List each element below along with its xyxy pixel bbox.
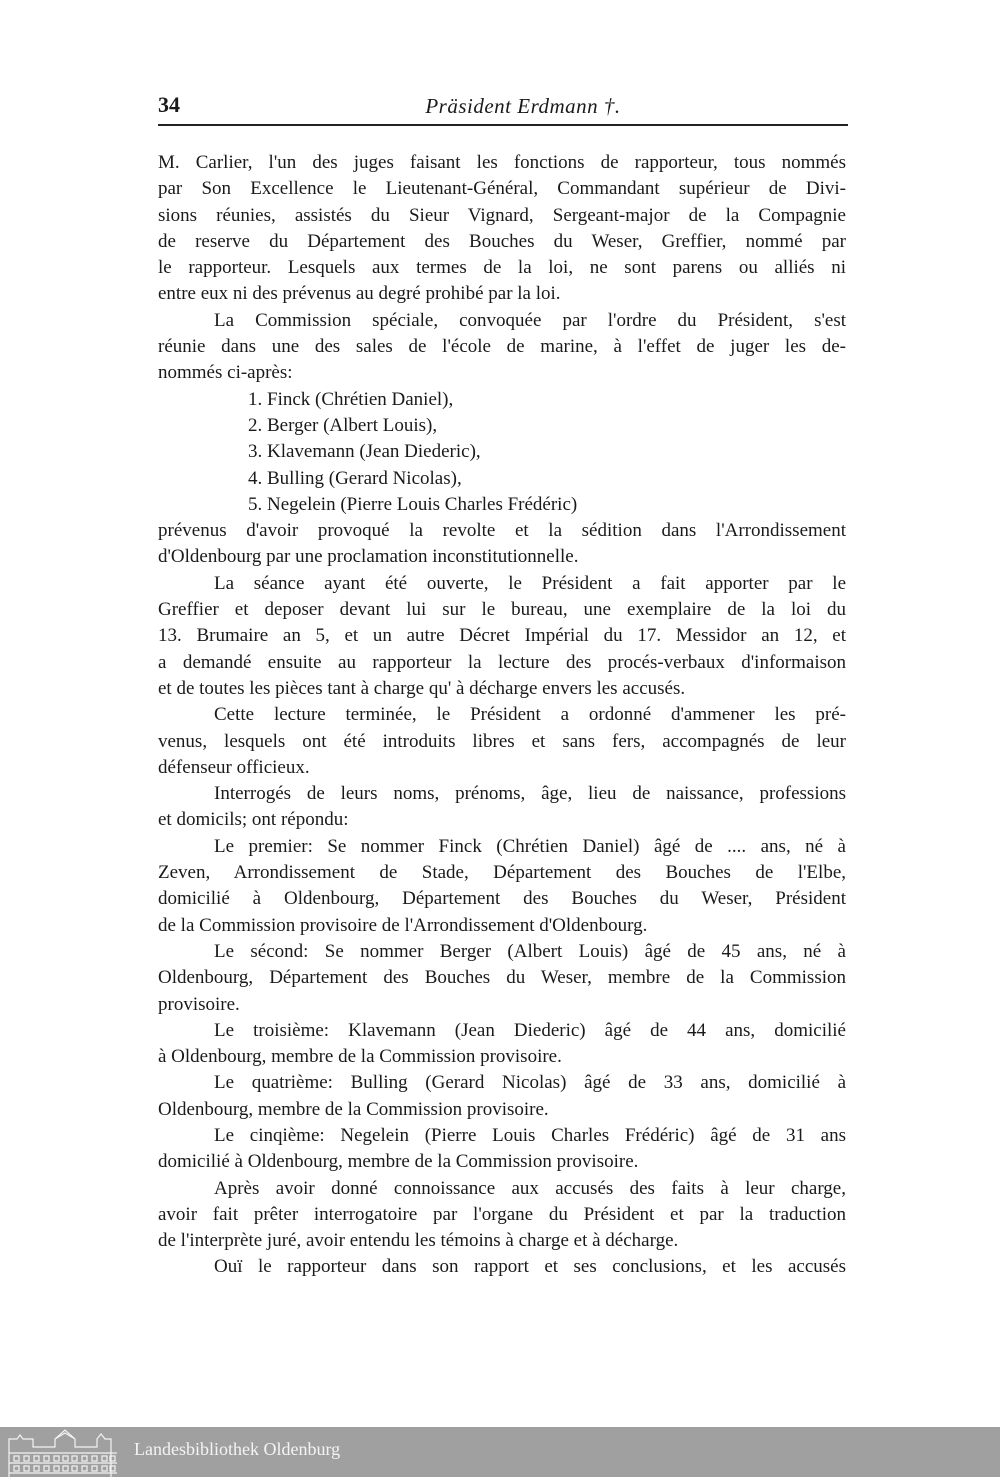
library-name: Landesbibliothek Oldenburg [134,1439,341,1459]
text-line: de l'interprète juré, avoir entendu les témoins à charge et à décharge. [158,1230,679,1252]
text-line: domicilié à Oldenbourg, Département des Bouches du Weser, Président [158,888,846,910]
text-line: le rapporteur. Lesquels aux termes de la loi, ne sont parens ou alliés ni [158,257,846,279]
text-line: Le sécond: Se nommer Berger (Albert Louis) âgé de 45 ans, né à [214,940,846,962]
text-line: Interrogés de leurs noms, prénoms, âge, lieu de naissance, professions [214,783,846,805]
text-line: M. Carlier, l'un des juges faisant les fonctions de rapporteur, tous nommés [158,152,846,173]
accused-list-item: 2. Berger (Albert Louis), [248,414,438,436]
accused-list-item: 1. Finck (Chrétien Daniel), [248,388,454,410]
text-line: sions réunies, assistés du Sieur Vignard, Sergeant-major de la Compagnie [158,204,846,226]
text-line: Le premier: Se nommer Finck (Chrétien Daniel) âgé de .... ans, né à [214,835,846,857]
text-line: La séance ayant été ouverte, le Président a fait apporter par le [214,572,846,594]
page-header [158,92,848,122]
library-building-icon [6,1429,122,1477]
text-line: Le troisième: Klavemann (Jean Diederic) âgé de 44 ans, domicilié [214,1019,846,1041]
text-line: prévenus d'avoir provoqué la revolte et la sédition dans l'Arrondissement [158,520,846,542]
text-line: défenseur officieux. [158,756,310,778]
text-line: domicilié à Oldenbourg, membre de la Commission provisoire. [158,1151,639,1173]
text-line: entre eux ni des prévenus au degré prohibé par la loi. [158,283,561,305]
text-line: réunie dans une des sales de l'école de marine, à l'effet de juger les de- [158,336,846,358]
header-rule [158,124,848,126]
text-line: Zeven, Arrondissement de Stade, Département des Bouches de l'Elbe, [158,862,846,884]
text-line: d'Oldenbourg par une proclamation inconstitutionnelle. [158,546,579,568]
accused-list-item: 3. Klavemann (Jean Diederic), [248,441,481,463]
running-title: Präsident Erdmann †. [425,94,621,118]
text-line: et domicils; ont répondu: [158,809,349,831]
accused-list-item: 4. Bulling (Gerard Nicolas), [248,467,462,489]
text-line: de la Commission provisoire de l'Arrondissement d'Oldenbourg. [158,914,648,936]
text-line: Greffier et deposer devant lui sur le bureau, une exemplaire de la loi du [158,599,846,621]
footer-bar [0,1427,1000,1477]
text-line: Le quatrième: Bulling (Gerard Nicolas) âgé de 33 ans, domicilié à [214,1072,846,1094]
text-line: par Son Excellence le Lieutenant-Général, Commandant supérieur de Divi- [158,178,846,200]
text-line: La Commission spéciale, convoquée par l'ordre du Président, s'est [214,309,846,331]
text-line: a demandé ensuite au rapporteur la lecture des procés-verbaux d'informaison [158,651,846,673]
accused-list-item: 5. Negelein (Pierre Louis Charles Frédéric) [248,493,578,515]
text-line: Après avoir donné connoissance aux accusés des faits à leur charge, [214,1177,846,1199]
text-line: Oldenbourg, Département des Bouches du Weser, membre de la Commission [158,967,846,989]
text-line: nommés ci-après: [158,362,293,384]
text-line: Le cinqième: Negelein (Pierre Louis Charles Frédéric) âgé de 31 ans [214,1124,846,1146]
text-line: Cette lecture terminée, le Président a ordonné d'ammener les pré- [214,704,846,726]
text-line: provisoire. [158,993,240,1015]
text-line: Ouï le rapporteur dans son rapport et ses conclusions, et les accusés [214,1256,846,1278]
text-line: à Oldenbourg, membre de la Commission provisoire. [158,1046,562,1068]
page-number: 34 [158,92,180,117]
text-line: avoir fait prêter interrogatoire par l'organe du Président et par la traduction [158,1203,846,1225]
text-line: 13. Brumaire an 5, et un autre Décret Impérial du 17. Messidor an 12, et [158,625,846,647]
page-body [158,150,846,1281]
text-line: Oldenbourg, membre de la Commission provisoire. [158,1098,549,1120]
text-line: venus, lesquels ont été introduits libres et sans fers, accompagnés de leur [158,730,846,752]
text-line: et de toutes les pièces tant à charge qu' à décharge envers les accusés. [158,677,686,699]
text-line: de reserve du Département des Bouches du Weser, Greffier, nommé par [158,230,846,252]
